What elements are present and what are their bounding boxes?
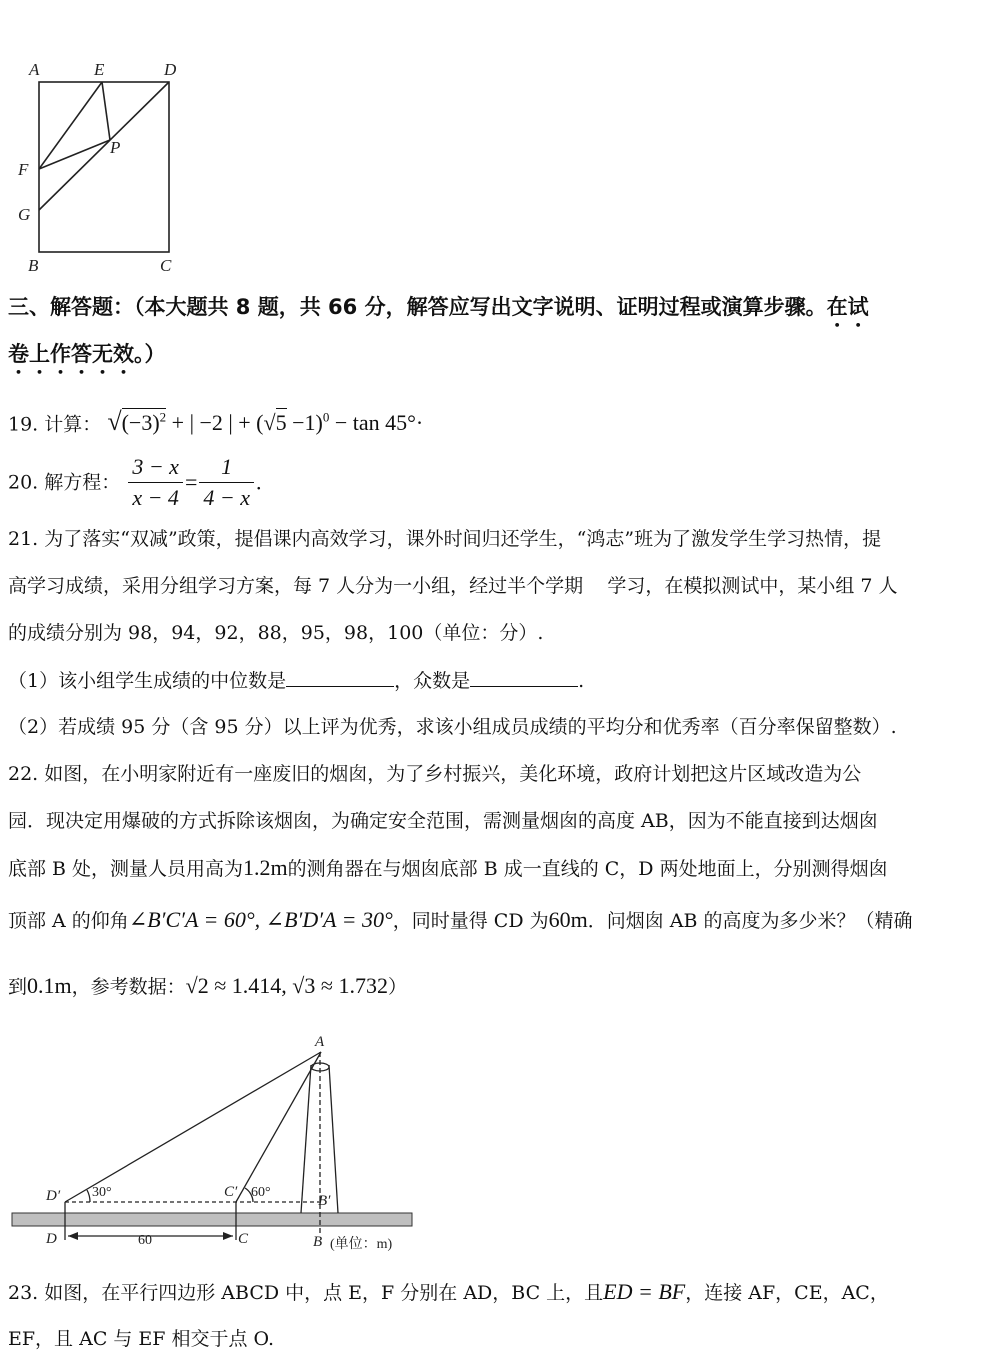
q23-line1 [8, 1280, 889, 1305]
q22-line4-b: ，同时量得 CD 为 [392, 910, 549, 932]
q22-line5 [8, 974, 407, 999]
angle-60: 60° [251, 1185, 271, 1200]
q21-line3: 的成绩分别为 98，94，92，88，95，98，100（单位：分）. [8, 622, 544, 644]
arrow-head-left [68, 1232, 78, 1240]
q23-line2: EF，且 AC 与 EF 相交于点 O. [8, 1328, 275, 1350]
section-heading [8, 295, 869, 332]
q22-line3-b: 的测角器在与烟囱底部 B 成一直线的 C，D 两处地面上，分别测得烟囱 [287, 858, 888, 880]
q22-line4-a: 顶部 A 的仰角 [8, 910, 129, 932]
heading-text: 三、解答题：（本大题共 8 题，共 66 分，解答应写出文字说明、证明过程或演算步骤。 [8, 295, 827, 319]
question-19 [8, 406, 423, 436]
square-abcd [39, 82, 169, 252]
chimney-left [301, 1065, 311, 1213]
q22-line5-b: ，参考数据： [71, 976, 186, 998]
q22-line2: 园．现决定用爆破的方式拆除该烟囱，为确定安全范围，需测量烟囱的高度 AB，因为不能直接到达烟囱 [8, 810, 878, 832]
q22-line5-a: 到 [8, 976, 28, 998]
q21-line2 [8, 574, 898, 598]
q21-sub1-mid: ，众数是 [394, 670, 471, 692]
label-f: F [18, 160, 29, 179]
q22-line4 [8, 908, 913, 933]
line-d-a [65, 1052, 321, 1202]
label-d: D [164, 60, 177, 79]
q21-sub1 [8, 668, 584, 693]
label-c2: C [238, 1231, 249, 1247]
median-blank[interactable] [286, 668, 394, 687]
line-c-a [236, 1052, 321, 1202]
section-heading-2 [8, 342, 166, 379]
heading-emphasis-2: 卷上作答无效 [8, 342, 134, 366]
chimney-right [329, 1065, 338, 1213]
q22-line3 [8, 856, 888, 881]
segment-ep [102, 82, 110, 140]
q21-sub1-end: . [578, 670, 585, 692]
q22-reference-data: √2 ≈ 1.414, √3 ≈ 1.732 [185, 973, 388, 998]
distance-60: 60 [138, 1233, 152, 1248]
angle-30: 30° [92, 1185, 112, 1200]
label-a: A [29, 60, 40, 79]
label-d2: D [46, 1231, 57, 1247]
label-a2: A [315, 1034, 325, 1050]
q19-prefix: 19. 计算： [8, 413, 102, 436]
label-bprime: B′ [318, 1193, 331, 1209]
arrow-head-right [223, 1232, 233, 1240]
q23-line1-a: 23. 如图，在平行四边形 ABCD 中，点 E，F 分别在 AD，BC 上，且 [8, 1282, 604, 1304]
unit-label: (单位：m) [330, 1237, 393, 1252]
label-c: C [160, 256, 172, 275]
q22-cd-value: 60m [548, 907, 588, 932]
q22-line4-c: ．问烟囱 AB 的高度为多少米？（精确 [587, 910, 913, 932]
q20-fraction-left: $\frac{3 - x}{x - 4}$ [128, 452, 183, 513]
chimney-figure [8, 1030, 428, 1260]
q21-line1: 21. 为了落实“双减”政策，提倡课内高效学习，课外时间归还学生，“鸿志”班为了激发学生学习热情，提 [8, 528, 882, 550]
q21-line2-a: 高学习成绩，采用分组学习方案，每 7 人分为一小组，经过半个学期 [8, 575, 584, 597]
q21-sub1-text: （1）该小组学生成绩的中位数是 [8, 670, 287, 692]
label-b: B [28, 256, 39, 275]
label-g: G [18, 205, 31, 224]
question-20 [8, 452, 261, 513]
q22-height-value: 1.2m [243, 855, 288, 880]
label-e: E [94, 60, 105, 79]
mode-blank[interactable] [470, 668, 578, 687]
q19-expression: $√(-3)^2$ + | −2 | + $(√5 -1)^0 - \tan 45^\circ\cdot$ [107, 407, 424, 437]
q21-line2-b: 学习，在模拟测试中，某小组 7 人 [607, 575, 898, 597]
heading-emphasis-1: 在试 [826, 295, 869, 319]
q20-equals: = [184, 469, 198, 495]
heading-end: 。） [134, 342, 166, 366]
q22-line5-c: ） [387, 976, 407, 998]
q23-line1-b: ，连接 AF，CE，AC， [685, 1282, 889, 1304]
label-cprime: C′ [224, 1184, 238, 1200]
label-dprime: D′ [46, 1188, 61, 1204]
q22-precision: 0.1m [27, 973, 72, 998]
ground-bar [12, 1213, 412, 1226]
q22-angles: ∠B′C′A = 60°, ∠B′D′A = 30° [128, 907, 393, 932]
q23-condition: ED = BF [603, 1279, 686, 1304]
q20-end: . [255, 469, 262, 495]
q20-prefix: 20. 解方程： [8, 471, 121, 494]
label-p: P [110, 138, 121, 157]
q21-sub2: （2）若成绩 95 分（含 95 分）以上评为优秀，求该小组成员成绩的平均分和优秀率（百分率保留整数）. [8, 716, 897, 738]
square-figure [12, 55, 202, 280]
q22-line3-a: 底部 B 处，测量人员用高为 [8, 858, 244, 880]
angle-arc-d [87, 1190, 90, 1202]
q20-fraction-right: $\frac{1}{4 - x}$ [199, 452, 254, 513]
q22-line1: 22. 如图，在小明家附近有一座废旧的烟囱，为了乡村振兴，美化环境，政府计划把这片区域改造为公 [8, 763, 862, 785]
label-b2: B [313, 1234, 323, 1250]
